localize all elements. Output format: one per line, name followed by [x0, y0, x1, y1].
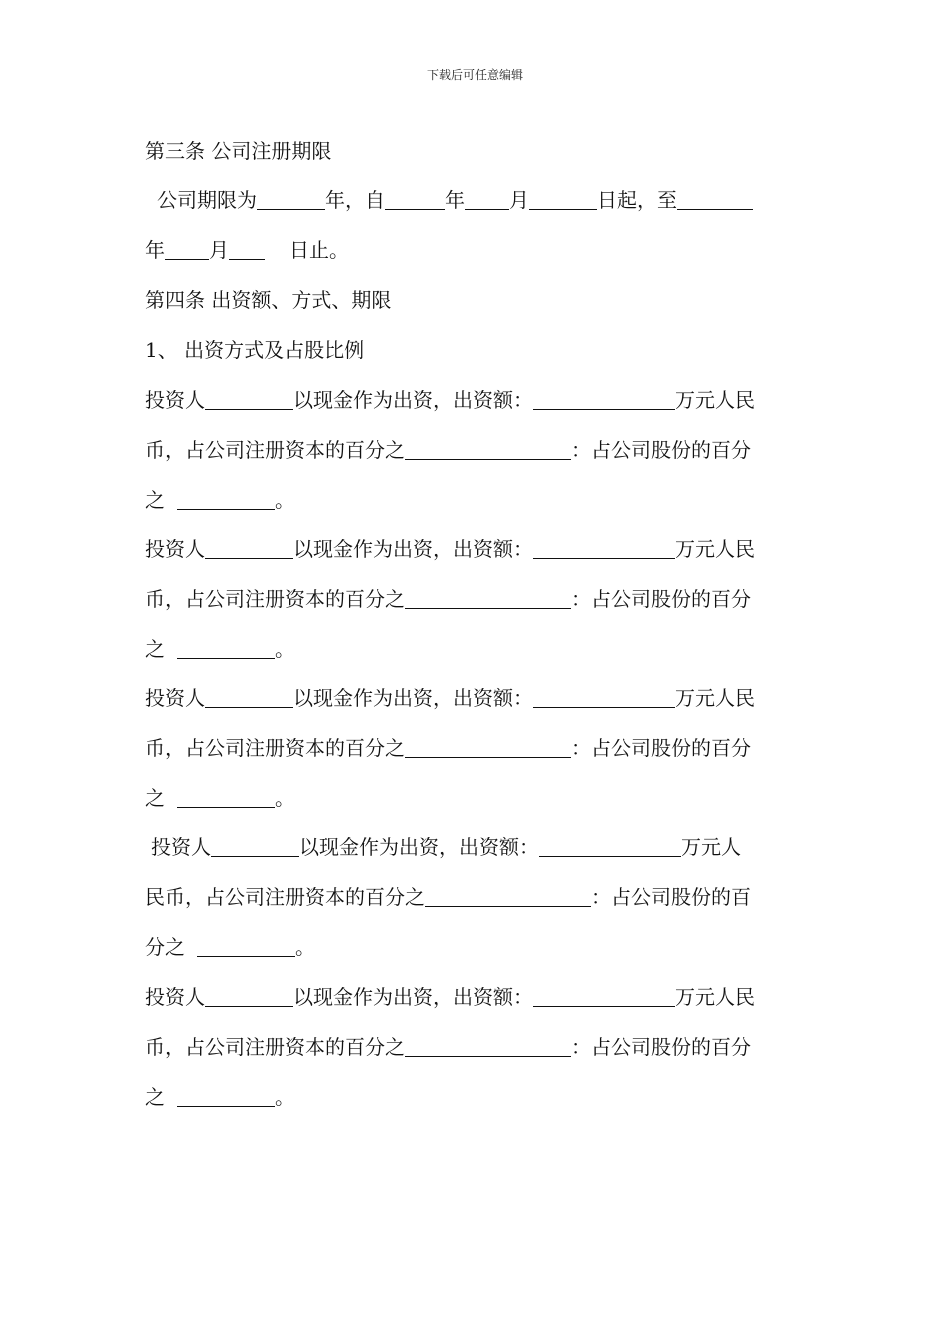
capital-percent-blank[interactable]	[405, 1036, 571, 1057]
end-month-blank[interactable]	[165, 239, 209, 260]
start-month-blank[interactable]	[465, 189, 509, 210]
investor-3-line-3	[145, 784, 295, 812]
amount-blank[interactable]	[533, 687, 675, 708]
investor-4-line-3	[145, 933, 315, 961]
investor-label: 投资人	[145, 686, 205, 710]
share-percent-label: ：占公司股份的百分	[571, 1035, 751, 1059]
end-year-blank[interactable]	[677, 189, 753, 210]
currency-label: 万元人民	[675, 537, 755, 561]
start-year-label: 年	[445, 188, 465, 212]
investor-5-line-1	[145, 983, 755, 1011]
article-3-title: 第三条 公司注册期限	[145, 139, 332, 163]
share-percent-label-end: 之	[145, 637, 165, 661]
investor-4-line-2	[145, 883, 751, 911]
investor-4-line-1	[151, 833, 741, 861]
start-day-blank[interactable]	[529, 189, 597, 210]
amount-blank[interactable]	[533, 389, 675, 410]
capital-percent-blank[interactable]	[405, 588, 571, 609]
share-percent-blank[interactable]	[177, 787, 275, 808]
end-month-label: 月	[209, 238, 229, 262]
investor-label: 投资人	[145, 537, 205, 561]
capital-percent-label: 币，占公司注册资本的百分之	[145, 736, 405, 760]
amount-blank[interactable]	[533, 538, 675, 559]
investor-name-blank[interactable]	[211, 836, 299, 857]
end-day-label: 日止。	[289, 238, 349, 262]
currency-label: 万元人民	[675, 985, 755, 1009]
contribution-label: 以现金作为出资，出资额：	[293, 388, 533, 412]
amount-blank[interactable]	[533, 986, 675, 1007]
investor-2-line-2	[145, 585, 751, 613]
share-percent-blank[interactable]	[177, 638, 275, 659]
amount-blank[interactable]	[539, 836, 681, 857]
term-line-2	[145, 236, 349, 264]
investor-label: 投资人	[151, 835, 211, 859]
period: 。	[295, 935, 315, 959]
capital-percent-label: 币，占公司注册资本的百分之	[145, 438, 405, 462]
share-percent-label-end: 之	[145, 488, 165, 512]
capital-percent-label: 币，占公司注册资本的百分之	[145, 1035, 405, 1059]
investor-5-line-3	[145, 1083, 295, 1111]
share-percent-blank[interactable]	[177, 489, 275, 510]
investor-3-line-1	[145, 684, 755, 712]
start-month-label: 月	[509, 188, 529, 212]
investor-3-line-2	[145, 734, 751, 762]
term-year-from: 年，自	[325, 188, 385, 212]
end-year-label: 年	[145, 238, 165, 262]
capital-percent-blank[interactable]	[405, 737, 571, 758]
term-prefix: 公司期限为	[157, 188, 257, 212]
investor-name-blank[interactable]	[205, 538, 293, 559]
share-percent-blank[interactable]	[197, 936, 295, 957]
period: 。	[275, 488, 295, 512]
investor-1-line-1	[145, 386, 755, 414]
share-percent-label: ：占公司股份的百分	[571, 587, 751, 611]
investor-1-line-3	[145, 486, 295, 514]
contribution-label: 以现金作为出资，出资额：	[299, 835, 539, 859]
capital-percent-label: 币，占公司注册资本的百分之	[145, 587, 405, 611]
investor-label: 投资人	[145, 985, 205, 1009]
investor-name-blank[interactable]	[205, 687, 293, 708]
currency-label: 万元人	[681, 835, 741, 859]
share-percent-label-end: 分之	[145, 935, 185, 959]
investor-name-blank[interactable]	[205, 389, 293, 410]
share-percent-label: ：占公司股份的百	[591, 885, 751, 909]
period: 。	[275, 1085, 295, 1109]
contribution-label: 以现金作为出资，出资额：	[293, 537, 533, 561]
currency-label: 万元人民	[675, 686, 755, 710]
contribution-label: 以现金作为出资，出资额：	[293, 985, 533, 1009]
currency-label: 万元人民	[675, 388, 755, 412]
investor-5-line-2	[145, 1033, 751, 1061]
investor-2-line-3	[145, 635, 295, 663]
capital-percent-label: 民币，占公司注册资本的百分之	[145, 885, 425, 909]
term-years-blank[interactable]	[257, 189, 325, 210]
share-percent-label-end: 之	[145, 786, 165, 810]
start-day-label: 日起，至	[597, 188, 677, 212]
share-percent-blank[interactable]	[177, 1086, 275, 1107]
article-4-title: 第四条 出资额、方式、期限	[145, 288, 392, 312]
page-header: 下载后可任意编辑	[426, 68, 523, 82]
start-year-blank[interactable]	[385, 189, 445, 210]
capital-percent-blank[interactable]	[405, 439, 571, 460]
contribution-label: 以现金作为出资，出资额：	[293, 686, 533, 710]
item-1-heading: 1、 出资方式及占股比例	[145, 338, 365, 362]
investor-name-blank[interactable]	[205, 986, 293, 1007]
period: 。	[275, 786, 295, 810]
term-line-1	[157, 186, 753, 214]
capital-percent-blank[interactable]	[425, 886, 591, 907]
investor-2-line-1	[145, 535, 755, 563]
investor-label: 投资人	[145, 388, 205, 412]
share-percent-label: ：占公司股份的百分	[571, 438, 751, 462]
period: 。	[275, 637, 295, 661]
share-percent-label-end: 之	[145, 1085, 165, 1109]
investor-1-line-2	[145, 436, 751, 464]
share-percent-label: ：占公司股份的百分	[571, 736, 751, 760]
end-day-blank[interactable]	[229, 239, 265, 260]
